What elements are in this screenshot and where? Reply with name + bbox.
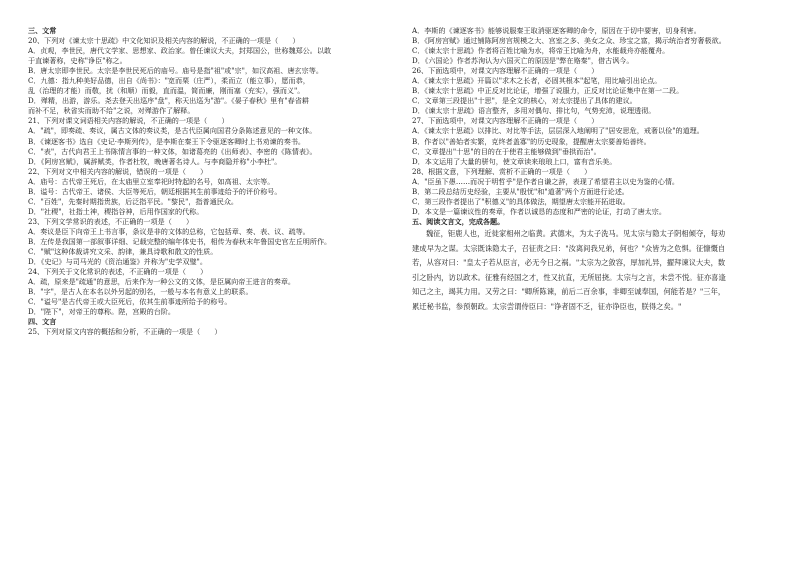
question-line: B．作者以"善始者实繁，克终者盖寡"的历史现象，提醒唐太宗要善始善终。: [412, 136, 651, 146]
left-column: [28, 26, 383, 556]
question-line: D．本文运用了大量的骈句，使文章读来琅琅上口，富有音乐美。: [412, 156, 617, 166]
question-line: B．《谏太宗十思疏》中正反对比论证，增强了说服力，正反对比论证集中在第一二段。: [412, 86, 684, 96]
question-line: D．《史记》与司马光的《资治通鉴》并称为"史学双璧"。: [28, 257, 207, 267]
question-line: 26、下面选项中，对课文内容理解不正确的一项是（ ）: [412, 66, 599, 76]
question-line: A．"臣虽下愚……而况于明哲乎"是作者自谦之辞，表现了希望君主以史为鉴的心情。: [412, 176, 680, 186]
question-line: B．唐太宗即李世民。太宗是李世民死后的庙号。庙号是指"祖"或"宗"，如汉高祖、唐玄宗等。: [28, 66, 323, 76]
question-line: D．《阿房宫赋》，属辞赋类，作者杜牧，晚唐著名诗人。与李商隐并称"小李杜"。: [28, 156, 282, 166]
question-line: 20、下列对《谏太宗十思疏》中文化知识及相关内容的解说，不正确的一项是（ ）: [28, 36, 300, 46]
question-line: 22、下列对文中相关内容的解说，错误的一项是（ ）: [28, 166, 208, 176]
question-line: C．文章提出"十思"的目的在于使君主能够做到"垂拱而治"。: [412, 146, 601, 156]
question-line: 25、下列对原文内容的概括和分析，不正确的一项是（ ）: [28, 327, 222, 337]
question-line: A．《谏太宗十思疏》开篇以"求木之长者，必固其根本"起笔，用比喻引出论点。: [412, 76, 662, 86]
question-line: A．"疏"，即奏疏、奏议，属古文体的奏议类，是古代臣属向国君分条陈述意见的一种文体。: [28, 126, 317, 136]
question-line: B．第二段总结历史经验，主要从"殷忧"和"道著"两个方面进行论述。: [412, 186, 629, 196]
question-line: 于直谏著称，史称"诤臣"称之。: [28, 56, 127, 66]
section-heading: 五、阅读文言文，完成各题。: [412, 216, 505, 226]
passage-line: 引之卧内，访以政术。征雅有经国之才，性又抗直，无所屈挠。太宗与之言，未尝不悦。征亦喜逢: [412, 272, 726, 282]
question-line: D．"社稷"，社指土神，稷指谷神，后用作国家的代称。: [28, 206, 204, 216]
question-line: A．奏议是臣下向帝王上书言事，条议是非的文体的总称，它包括章、奏、表、议、疏等。: [28, 226, 310, 236]
right-column: [412, 26, 767, 556]
question-line: C．"赋"这种体裁讲究文采、韵律，兼具诗歌和散文的性质。: [28, 247, 218, 257]
passage-line: 累迁秘书监，参预朝政。太宗尝谓侍臣曰："诤者固不乏，征亦诤臣也，朕得之矣。": [412, 301, 682, 311]
question-line: C．"百姓"，先秦时期指贵族，后泛指平民。"黎民"，指普通民众。: [28, 196, 239, 206]
question-line: D．《谏太宗十思疏》语言整齐，多用对偶句、排比句，气势充沛，说理透彻。: [412, 106, 656, 116]
question-line: B．谥号：古代帝王、诸侯、大臣等死后，朝廷根据其生前事迹给予的评价称号。: [28, 186, 282, 196]
question-line: D．本文是一篇谏议性的奏章，作者以诚恳的态度和严密的论证，打动了唐太宗。: [412, 206, 666, 216]
question-line: 28、根据文意，下列理解、赏析不正确的一项是（ ）: [412, 166, 592, 176]
question-line: A．李斯的《谏逐客书》能够说服秦王取消驱逐客卿的命令，原因在于切中要害，切身利害。: [412, 26, 701, 35]
question-line: 24、下列关于文化常识的表述，不正确的一项是（ ）: [28, 267, 208, 277]
question-line: C．九德：指九种美好品德，出自《尚书》："宽而栗（庄严），柔而立（能立事），愿而恭，: [28, 76, 310, 86]
question-line: A．贞观，李世民，唐代文学家、思想家、政治家。曾任谏议大夫，封郑国公，世称魏郑公。以敢: [28, 46, 332, 56]
question-line: A．庙号：古代帝王死后，在太庙里立室奉祀时特起的名号，如高祖、太宗等。: [28, 176, 275, 186]
question-line: B．左传是我国第一部叙事详细、记载完整的编年体史书，相传为春秋末年鲁国史官左丘明所作。: [28, 236, 332, 246]
question-line: 21、下列对课文词语相关内容的解说，不正确的一项是（ ）: [28, 116, 229, 126]
passage-line: 建成早为之谋。太宗既诛隐太子，召征责之曰："汝离间我兄弟，何也？"众皆为之危惧。征慷慨自: [412, 243, 726, 253]
section-heading: 四、文言: [28, 317, 57, 327]
question-line: C．"谥号"是古代帝王或大臣死后，依其生前事迹所给予的称号。: [28, 297, 232, 307]
question-line: B．"字"，是古人在本名以外另起的别名，一般与本名有意义上的联系。: [28, 287, 253, 297]
question-line: D．"陛下"，对帝王的尊称。陛，宫殿的台阶。: [28, 307, 175, 317]
question-line: C．第三段作者提出了"积德义"的具体做法，期望唐太宗能开拓进取。: [412, 196, 630, 206]
question-line: 23、下列文学常识的表述，不正确的一项是（ ）: [28, 216, 194, 226]
question-line: C．文章第三段提出"十思"，是全文的核心，对太宗提出了具体的建议。: [412, 96, 637, 106]
question-line: A．疏，原来是"疏通"的意思，后来作为一种公文的文体，是臣属向帝王进言的奏章。: [28, 277, 296, 287]
passage-line: 知己之主，竭其力用。又劳之曰："卿所陈谏，前后二百余事，非卿至诚奉国，何能若是？"三年，: [412, 287, 726, 297]
question-line: D．《六国论》作者苏洵认为六国灭亡的原因是"弊在赂秦"，借古讽今。: [412, 56, 634, 66]
question-line: B．《阿房宫赋》通过铺陈阿房宫规模之大、宫室之多、美女之众、珍宝之富，揭示统治者穷奢极欲。: [412, 36, 726, 46]
question-line: C．"表"，古代向君王上书陈情言事的一种文体，如诸葛亮的《出师表》、李密的《陈情表》。: [28, 146, 317, 156]
passage-line: 魏征，钜鹿人也，近徙家相州之临黄。武德末，为太子洗马。见太宗与隐太子阴相倾夺，每劝: [426, 228, 726, 238]
question-line: 乱（治理的才能）而敬，扰（和顺）而毅，直而温，简而廉，刚而塞（充实），强而义"。: [28, 86, 305, 96]
section-heading: 三、文常: [28, 26, 57, 35]
question-line: C．《谏太宗十思疏》作者将百姓比喻为水，将帝王比喻为舟，水能载舟亦能覆舟。: [412, 46, 670, 56]
question-line: 27、下面选项中，对课文内容理解不正确的一项是（ ）: [412, 116, 599, 126]
question-line: D．殚精，出游，游乐。尧去登天出巡序"盘"，称天出巡为"游"。《晏子春秋》里有"春省耕: [28, 96, 309, 106]
question-line: 而补不足，秋省实而助不给"之说，对殚游作了解释。: [28, 106, 195, 116]
passage-line: 若，从容对曰："皇太子若从臣言，必无今日之祸。"太宗为之敛容，厚加礼异，擢拜谏议大夫，数: [412, 258, 726, 268]
question-line: B．《谏逐客书》选自《史记·李斯列传》，是李斯在秦王下令驱逐客卿时上书劝谏的奏书。: [28, 136, 306, 146]
question-line: A．《谏太宗十思疏》以排比、对比等手法，层层深入地阐明了"居安思危，戒奢以俭"的道理。: [412, 126, 704, 136]
